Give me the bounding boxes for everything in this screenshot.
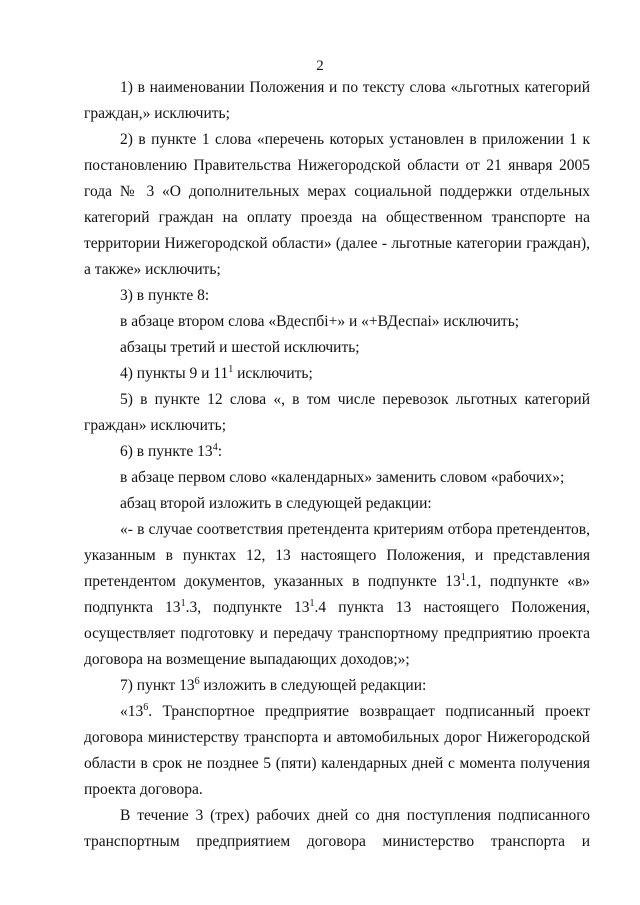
text-line: в абзаце первом слово «календарных» заменить словом «рабочих»; xyxy=(120,469,565,486)
text-line: указанным в пунктах 12, 13 настоящего Положения, и представления xyxy=(84,547,590,564)
text-line: абзацы третий и шестой исключить; xyxy=(120,339,360,356)
text-line: договора министерству транспорта и автомобильных дорог Нижегородской xyxy=(84,729,590,746)
text-line: года № 3 «О дополнительных мерах социальной поддержки отдельных xyxy=(84,183,590,200)
text-line: 2) в пункте 1 слова «перечень которых установлен в приложении 1 к xyxy=(120,131,590,148)
text-line: области в срок не позднее 5 (пяти) календарных дней с момента получения xyxy=(84,755,590,772)
text-line: 3) в пункте 8: xyxy=(120,287,210,304)
text-line: 7) пункт $13^6$ изложить в следующей редакции: xyxy=(120,676,427,694)
text-line: транспортным предприятием договора министерство транспорта и xyxy=(84,833,590,850)
text-line: постановлению Правительства Нижегородской области от 21 января 2005 xyxy=(84,157,590,174)
text-line: граждан,» исключить; xyxy=(84,105,230,122)
text-line: территории Нижегородской области» (далее - льготные категории граждан), xyxy=(84,235,590,252)
text-line: граждан» исключить; xyxy=(84,417,227,434)
text-line: категорий граждан на оплату проезда на общественном транспорте на xyxy=(84,209,590,226)
text-line: осуществляет подготовку и передачу транспортному предприятию проекта xyxy=(84,625,590,642)
text-line: «$13^6$. Транспортное предприятие возвращает подписанный проект xyxy=(120,702,590,720)
text-line: «- в случае соответствия претендента критериям отбора претендентов, xyxy=(120,521,590,538)
text-line: 1) в наименовании Положения и по тексту слова «льготных категорий xyxy=(120,79,590,96)
text-line: а также» исключить; xyxy=(84,261,221,278)
text-line: претендентом документов, указанных в подпункте $13^1.1$, подпункте «в» xyxy=(84,572,591,590)
text-line: 4) пункты 9 и $11^1$ исключить; xyxy=(120,364,313,382)
text-line: в абзаце втором слова «Вдеспбі+» и «+ВДеспаі» исключить; xyxy=(120,313,520,330)
text-line: 5) в пункте 12 слова «, в том числе перевозок льготных категорий xyxy=(120,391,590,408)
text-line: проекта договора. xyxy=(84,781,203,798)
text-line: договора на возмещение выпадающих доходов;»; xyxy=(84,651,410,668)
text-line: 6) в пункте $13^4$: xyxy=(120,442,222,460)
text-line: В течение 3 (трех) рабочих дней со дня поступления подписанного xyxy=(120,807,590,824)
text-line: подпункта $13^1.3$, подпункте $13^1.4$ пункта 13 настоящего Положения, xyxy=(84,598,590,616)
page-number: 2 xyxy=(316,58,324,74)
text-line: абзац второй изложить в следующей редакции: xyxy=(120,495,432,512)
